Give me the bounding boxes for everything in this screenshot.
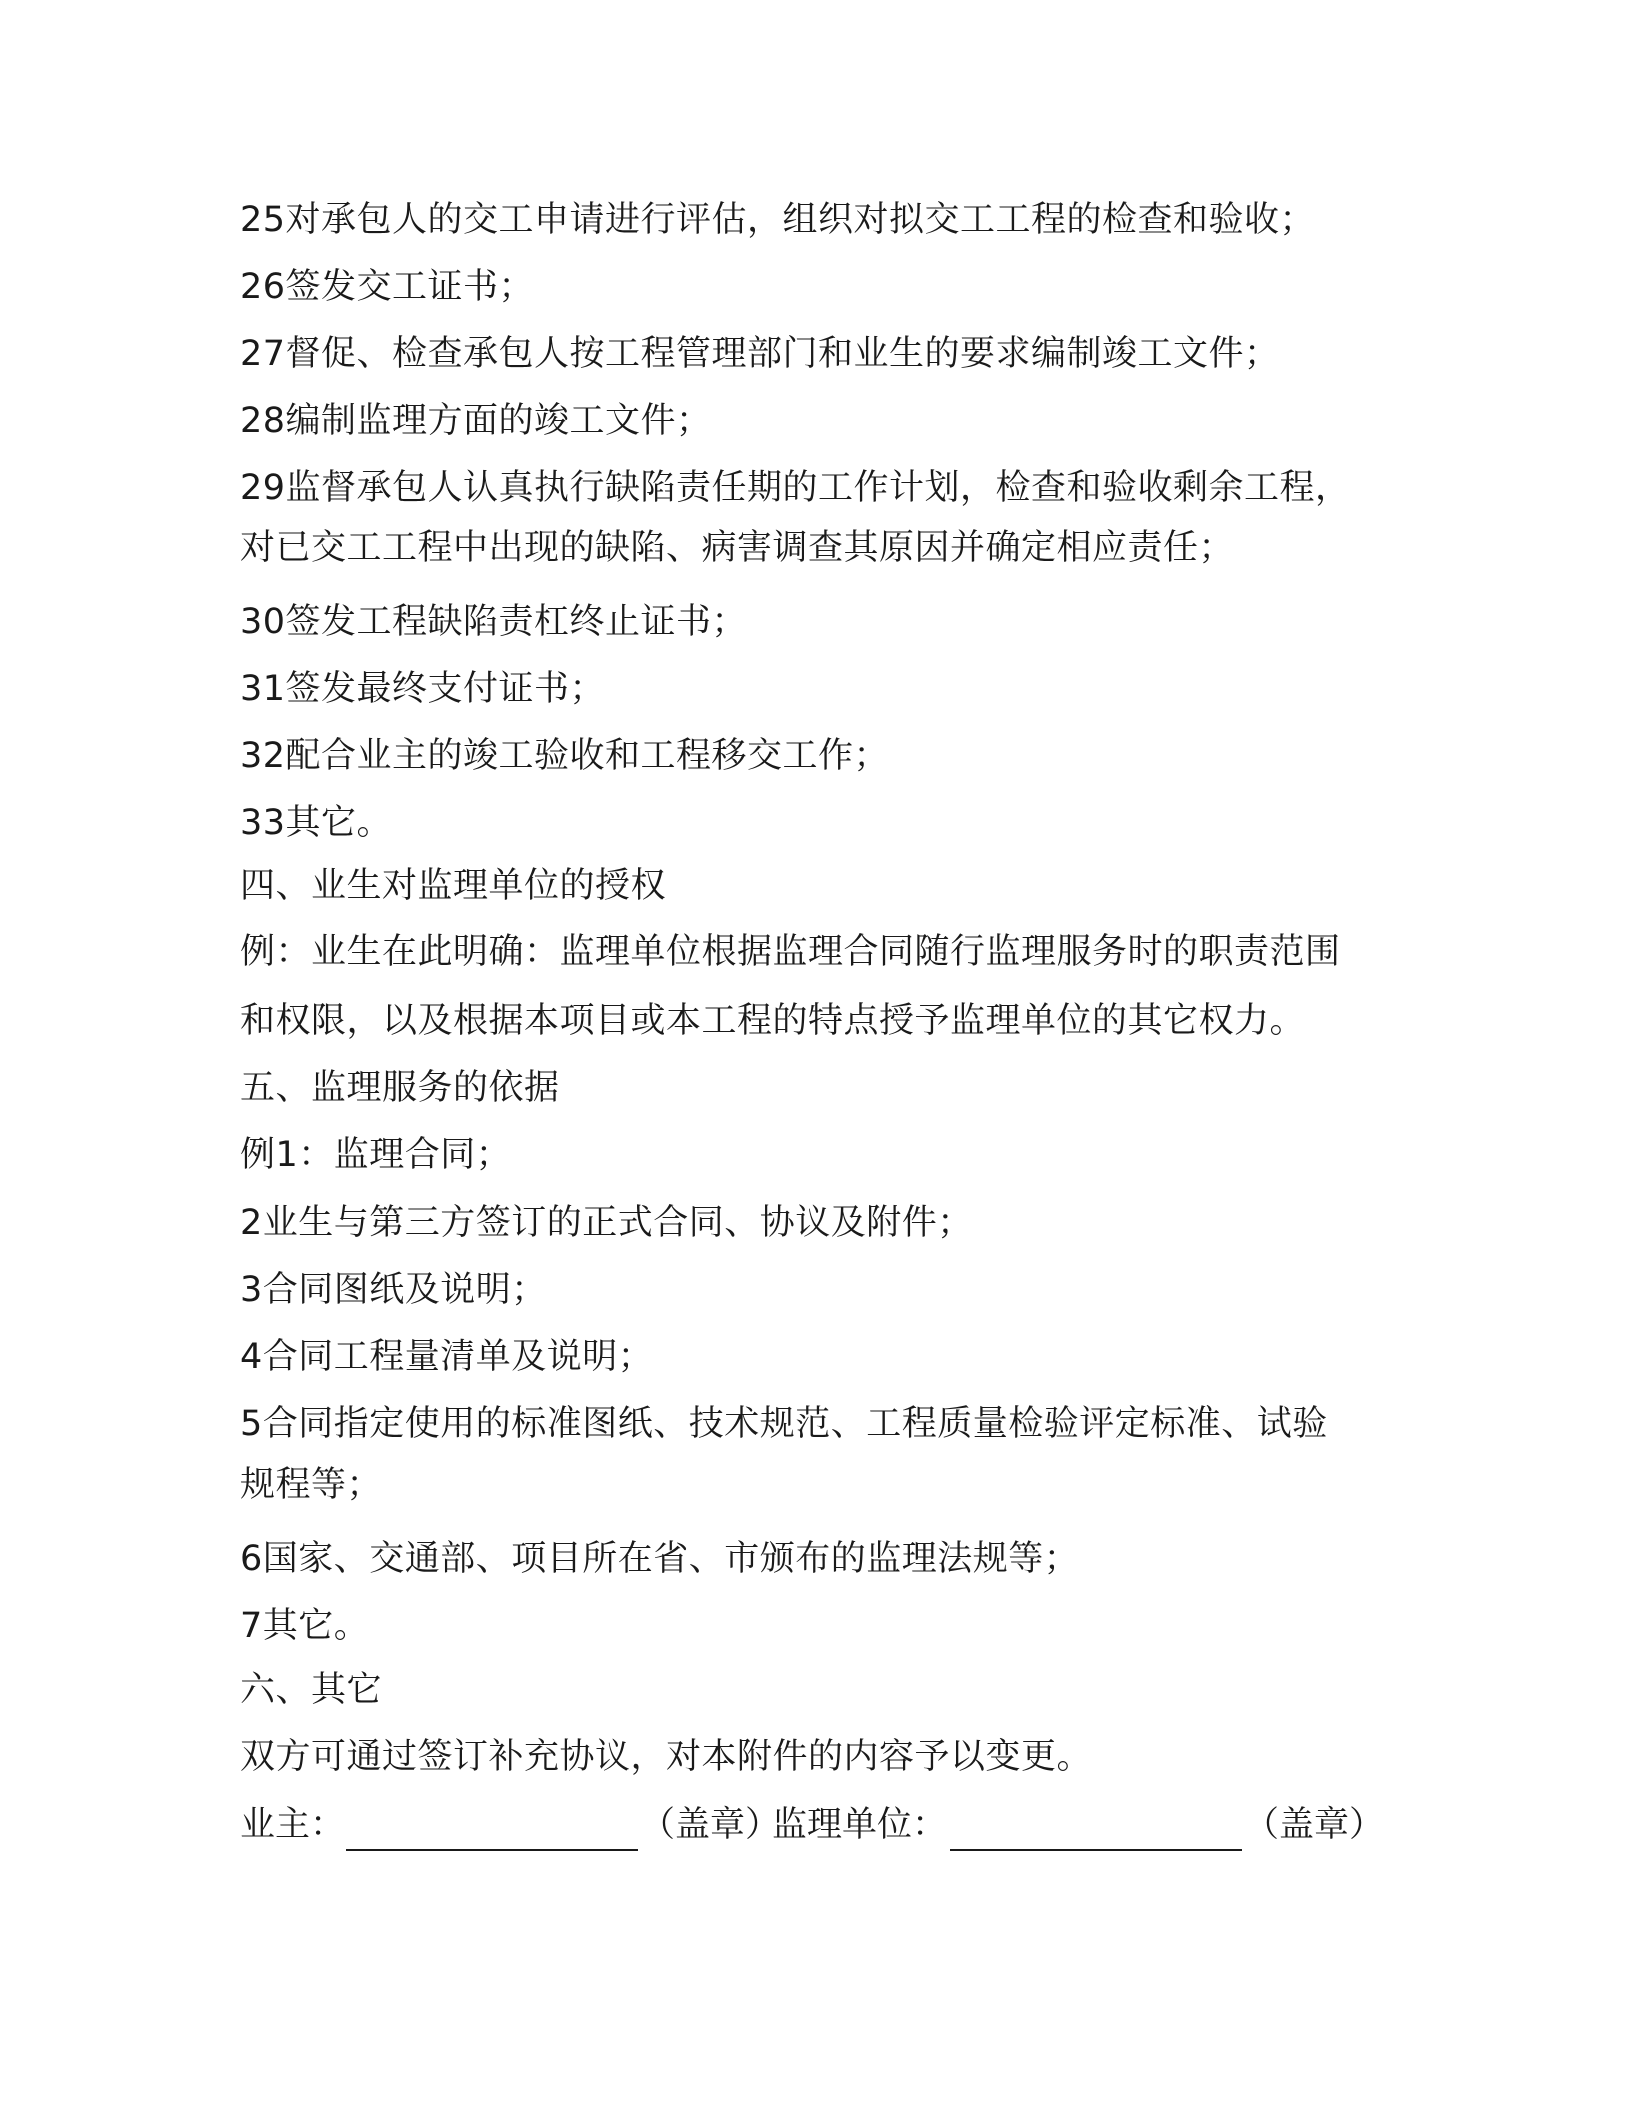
owner-label: 业主：: [240, 1805, 346, 1845]
text-line: 26签发交工证书；: [240, 267, 535, 307]
text-line: 27督促、检查承包人按工程管理部门和业生的要求编制竣工文件；: [240, 334, 1280, 374]
seal-label: （盖章）: [640, 1805, 781, 1845]
supervisor-signature-line: [950, 1803, 1242, 1851]
text-line: 28编制监理方面的竣工文件；: [240, 401, 712, 441]
text-line: 30签发工程缺陷责杠终止证书；: [240, 602, 748, 642]
text-line: 25对承包人的交工申请进行评估，组织对拟交工工程的检查和验收；: [240, 200, 1316, 240]
text-line: 6国家、交通部、项目所在省、市颁布的监理法规等；: [240, 1539, 1080, 1579]
text-line: 例1：监理合同；: [240, 1135, 512, 1175]
text-line: 例：业生在此明确：监理单位根据监理合同随行监理服务时的职责范围: [240, 932, 1341, 972]
owner-signature-line: [346, 1803, 638, 1851]
section-heading: 四、业生对监理单位的授权: [240, 866, 667, 906]
text-line: 32配合业主的竣工验收和工程移交工作；: [240, 736, 890, 776]
text-line: 29监督承包人认真执行缺陷责任期的工作计划，检查和验收剩余工程，: [240, 468, 1351, 508]
signature-row: [240, 1803, 1392, 1851]
text-line: 规程等；: [240, 1465, 383, 1505]
seal-label: （盖章）: [1244, 1805, 1385, 1845]
section-heading: 五、监理服务的依据: [240, 1068, 560, 1108]
text-line: 双方可通过签订补充协议，对本附件的内容予以变更。: [240, 1737, 1093, 1777]
text-line: 2业生与第三方签订的正式合同、协议及附件；: [240, 1203, 973, 1243]
text-line: 3合同图纸及说明；: [240, 1270, 547, 1310]
text-line: 7其它。: [240, 1606, 370, 1646]
text-line: 4合同工程量清单及说明；: [240, 1337, 654, 1377]
text-line: 5合同指定使用的标准图纸、技术规范、工程质量检验评定标准、试验: [240, 1404, 1328, 1444]
supervisor-label: 监理单位：: [772, 1805, 948, 1845]
text-line: 33其它。: [240, 803, 393, 843]
text-line: 对已交工工程中出现的缺陷、病害调查其原因并确定相应责任；: [240, 528, 1235, 568]
section-heading: 六、其它: [240, 1670, 383, 1710]
text-line: 和权限，以及根据本项目或本工程的特点授予监理单位的其它权力。: [240, 1001, 1306, 1041]
text-line: 31签发最终支付证书；: [240, 669, 606, 709]
